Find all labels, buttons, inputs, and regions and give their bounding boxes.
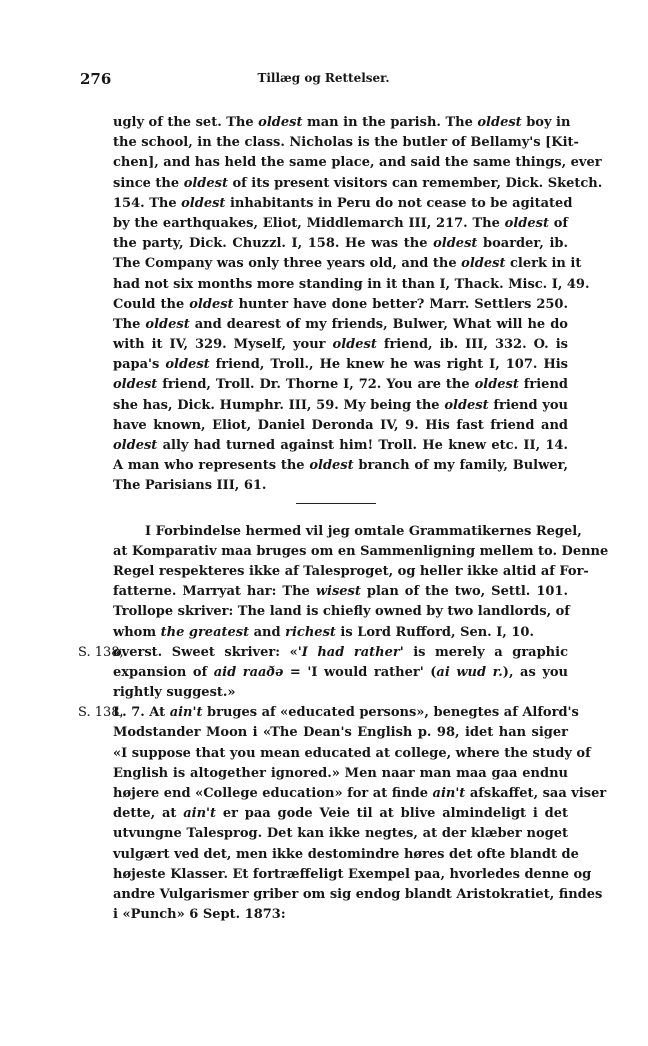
text-line: oldest friend, Troll. Dr. Thorne I, 72. You are the oldest friend — [113, 377, 568, 393]
text-line: The oldest and dearest of my friends, Bulwer, What will he do — [113, 316, 568, 332]
page-number: 276 — [80, 70, 112, 88]
text-line: chen], and has held the same place, and said the same things, ever — [113, 155, 602, 171]
text-line: L. 7. At ain't bruges af «educated persons», benegtes af Alford's — [113, 705, 579, 721]
text-line: whom the greatest and richest is Lord Rufford, Sen. I, 10. — [113, 624, 534, 640]
text-line: andre Vulgarismer griber om sig endog blandt Aristokratiet, findes — [113, 886, 603, 902]
text-line: the school, in the class. Nicholas is the butler of Bellamy's [Kit- — [113, 135, 579, 151]
text-line: højeste Klasser. Et fortræffeligt Exempel paa, hvorledes denne og — [113, 866, 592, 882]
text-line: «I suppose that you mean educated at college, where the study of — [113, 745, 591, 761]
text-line: had not six months more standing in it than I, Thack. Misc. I, 49. — [113, 276, 590, 292]
reference-label: S. 138, — [78, 644, 124, 660]
correction-entry — [78, 703, 607, 925]
text-line: English is altogether ignored.» Men naar man maa gaa endnu — [113, 765, 568, 781]
text-line: Modstander Moon i «The Dean's English p. 98, idet han siger — [113, 725, 568, 741]
reference-label: S. 138, — [78, 705, 124, 721]
text-line: Regel respekteres ikke af Talesproget, og heller ikke altid af For- — [113, 563, 589, 579]
page-header — [80, 70, 567, 90]
text-line: by the earthquakes, Eliot, Middlemarch III, 217. The oldest of — [113, 215, 568, 231]
text-line: she has, Dick. Humphr. III, 59. My being the oldest friend you — [113, 397, 569, 413]
running-title: Tillæg og Rettelser. — [257, 71, 390, 85]
text-line: The Parisians III, 61. — [113, 478, 267, 494]
text-line: with it IV, 329. Myself, your oldest friend, ib. III, 332. O. is — [113, 337, 568, 353]
text-line: utvungne Talesprog. Det kan ikke negtes, at der klæber noget — [113, 826, 568, 842]
text-line: vulgært ved det, men ikke destomindre høres det ofte blandt de — [113, 846, 579, 862]
text-line: højere end «College education» for at finde ain't afskaffet, saa viser — [113, 786, 607, 801]
text-line: since the oldest of its present visitors can remember, Dick. Sketch. — [113, 175, 603, 191]
text-line: oldest ally had turned against him! Troll. He knew etc. II, 14. — [113, 438, 568, 453]
text-line: I Forbindelse hermed vil jeg omtale Grammatikernes Regel, — [145, 523, 582, 539]
text-line: fatterne. Marryat har: The wisest plan of the two, Settl. 101. — [113, 584, 568, 600]
section-divider — [296, 503, 376, 504]
text-line: The Company was only three years old, and the oldest clerk in it — [113, 256, 582, 272]
text-line: at Komparativ maa bruges om en Sammenligning mellem to. Denne — [113, 543, 609, 559]
examples-paragraph — [113, 113, 603, 497]
comparative-paragraph — [113, 522, 609, 643]
text-line: have known, Eliot, Daniel Deronda IV, 9. His fast friend and — [113, 417, 568, 433]
text-line: i «Punch» 6 Sept. 1873: — [113, 907, 286, 923]
text-line: dette, at ain't er paa gode Veie til at blive almindeligt i det — [113, 806, 568, 822]
text-line: rightly suggest.» — [113, 685, 236, 701]
page-body — [78, 113, 609, 925]
text-line: ugly of the set. The oldest man in the parish. The oldest boy in — [113, 115, 571, 130]
text-line: 154. The oldest inhabitants in Peru do not cease to be agitated — [113, 195, 573, 211]
correction-entry — [78, 643, 568, 704]
text-line: expansion of aid raaðə = 'I would rather' (ai wud r.), as you — [113, 664, 568, 680]
text-line: papa's oldest friend, Troll., He knew he was right I, 107. His — [113, 357, 568, 373]
text-line: øverst. Sweet skriver: «'I had rather' is merely a graphic — [113, 644, 568, 660]
text-line: Could the oldest hunter have done better? Marr. Settlers 250. — [113, 296, 568, 312]
text-line: Trollope skriver: The land is chiefly owned by two landlords, of — [113, 604, 570, 620]
text-line: A man who represents the oldest branch of my family, Bulwer, — [113, 458, 568, 474]
text-line: the party, Dick. Chuzzl. I, 158. He was the oldest boarder, ib. — [113, 236, 568, 252]
